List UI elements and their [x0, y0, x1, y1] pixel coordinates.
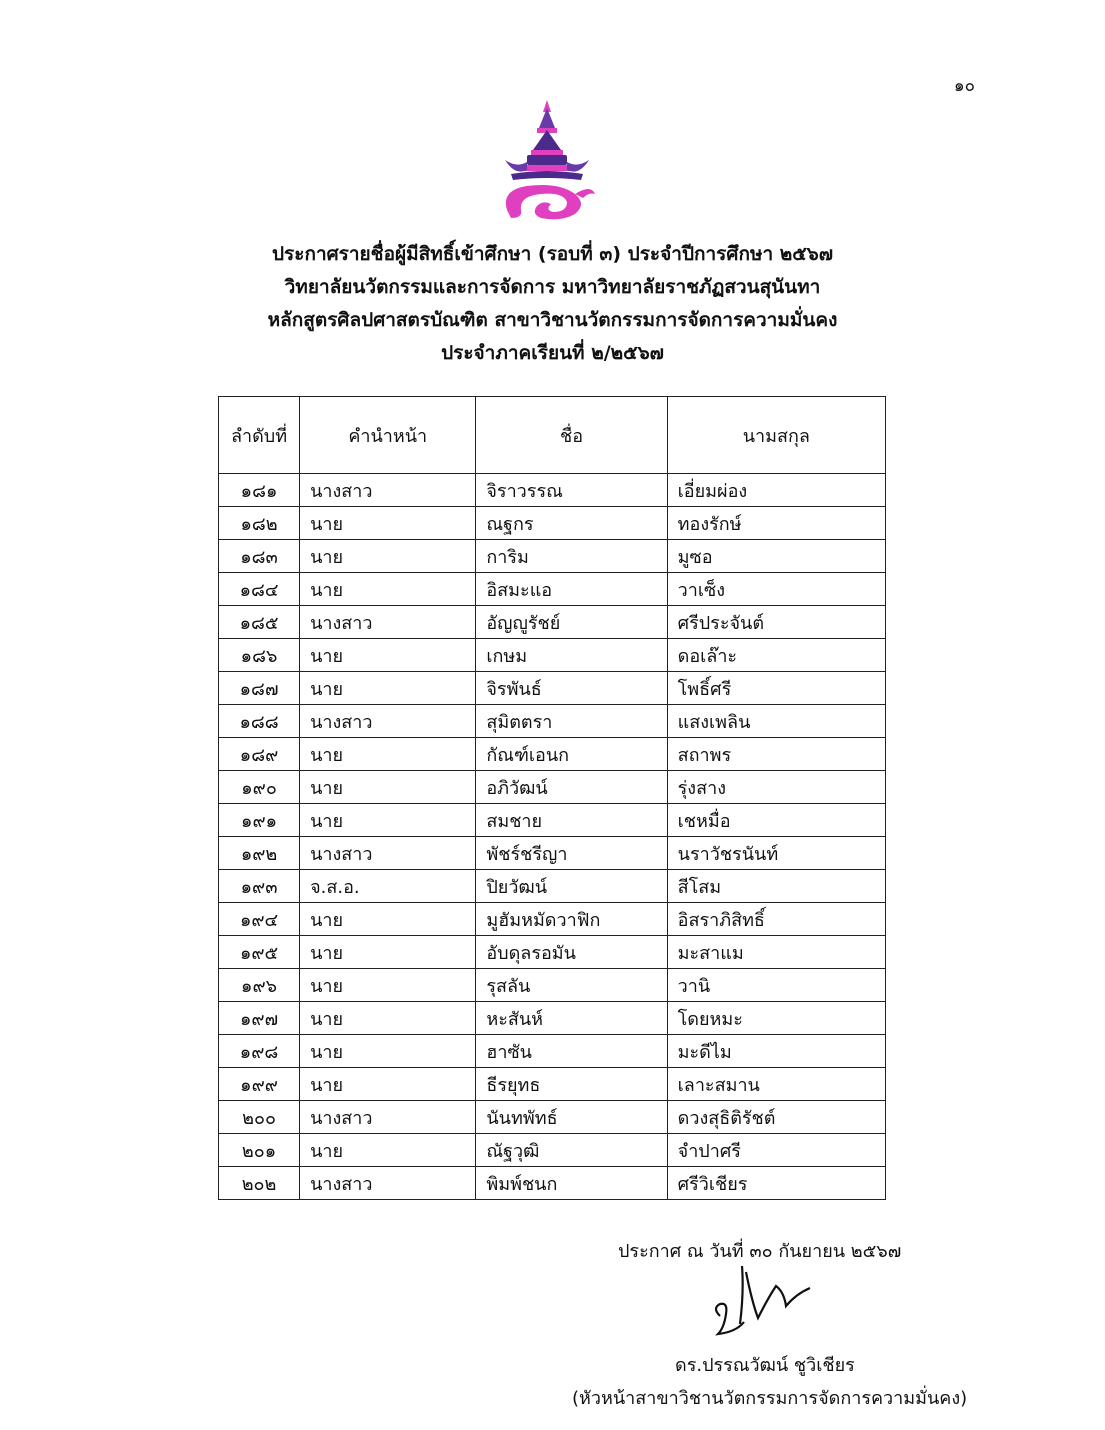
cell-title: นางสาว [300, 705, 476, 738]
cell-last-name: เลาะสมาน [667, 1068, 885, 1101]
heading-line-1: ประกาศรายชื่อผู้มีสิทธิ์เข้าศึกษา (รอบที่ ๓) ประจำปีการศึกษา ๒๕๖๗ [271, 243, 834, 265]
table-row [219, 1134, 886, 1167]
cell-first-name: สมชาย [476, 804, 667, 837]
cell-last-name: วาเซ็ง [667, 573, 885, 606]
cell-title: นาย [300, 903, 476, 936]
cell-title: นาย [300, 1068, 476, 1101]
cell-first-name: ณฐกร [476, 507, 667, 540]
table-row [219, 837, 886, 870]
cell-first-name: จิราวรรณ [476, 474, 667, 507]
cell-title: จ.ส.อ. [300, 870, 476, 903]
cell-last-name: แสงเพลิน [667, 705, 885, 738]
cell-no: ๑๙๗ [219, 1002, 300, 1035]
cell-last-name: ศรีประจันต์ [667, 606, 885, 639]
cell-no: ๑๘๑ [219, 474, 300, 507]
cell-first-name: ฮาซัน [476, 1035, 667, 1068]
cell-first-name: จิรพันธ์ [476, 672, 667, 705]
cell-no: ๑๘๘ [219, 705, 300, 738]
cell-no: ๑๙๕ [219, 936, 300, 969]
cell-last-name: สถาพร [667, 738, 885, 771]
table-header-row [219, 397, 886, 474]
table-row [219, 507, 886, 540]
cell-last-name: โพธิ์ศรี [667, 672, 885, 705]
cell-no: ๒๐๑ [219, 1134, 300, 1167]
cell-title: นางสาว [300, 1101, 476, 1134]
cell-no: ๑๙๘ [219, 1035, 300, 1068]
cell-last-name: อิสราภิสิทธิ์ [667, 903, 885, 936]
table-body [219, 474, 886, 1200]
university-emblem-icon [497, 98, 597, 226]
cell-title: นาย [300, 936, 476, 969]
cell-last-name: ดอเล๊าะ [667, 639, 885, 672]
cell-title: นาย [300, 1002, 476, 1035]
cell-title: นางสาว [300, 1167, 476, 1200]
cell-title: นาย [300, 804, 476, 837]
signer-position: (หัวหน้าสาขาวิชานวัตกรรมการจัดการความมั่นคง) [572, 1388, 968, 1409]
cell-last-name: ศรีวิเชียร [667, 1167, 885, 1200]
cell-last-name: ดวงสุธิติรัชต์ [667, 1101, 885, 1134]
cell-no: ๑๘๓ [219, 540, 300, 573]
cell-last-name: สีโสม [667, 870, 885, 903]
cell-no: ๑๙๔ [219, 903, 300, 936]
cell-first-name: อิสมะแอ [476, 573, 667, 606]
table-row [219, 1002, 886, 1035]
cell-last-name: โดยหมะ [667, 1002, 885, 1035]
cell-last-name: รุ่งสาง [667, 771, 885, 804]
heading-line-2: วิทยาลัยนวัตกรรมและการจัดการ มหาวิทยาลัยราชภัฏสวนสุนันทา [284, 276, 821, 298]
table-row [219, 1035, 886, 1068]
column-header-first-name: ชื่อ [476, 397, 667, 474]
heading-line-3: หลักสูตรศิลปศาสตรบัณฑิต สาขาวิชานวัตกรรมการจัดการความมั่นคง [267, 309, 838, 331]
table-row [219, 903, 886, 936]
cell-first-name: พัชร์ชรีญา [476, 837, 667, 870]
cell-first-name: หะสันห์ [476, 1002, 667, 1035]
cell-last-name: มูซอ [667, 540, 885, 573]
cell-title: นาย [300, 738, 476, 771]
cell-no: ๑๘๕ [219, 606, 300, 639]
cell-first-name: ปิยวัฒน์ [476, 870, 667, 903]
column-header-no: ลำดับที่ [219, 397, 300, 474]
cell-first-name: พิมพ์ชนก [476, 1167, 667, 1200]
table-row [219, 1068, 886, 1101]
table-row [219, 969, 886, 1002]
cell-last-name: วานิ [667, 969, 885, 1002]
cell-no: ๑๘๔ [219, 573, 300, 606]
cell-first-name: เกษม [476, 639, 667, 672]
cell-title: นาย [300, 1134, 476, 1167]
announcement-date: ประกาศ ณ วันที่ ๓๐ กันยายน ๒๕๖๗ [618, 1241, 902, 1262]
table-row [219, 771, 886, 804]
signature-icon [706, 1262, 816, 1342]
cell-title: นาย [300, 969, 476, 1002]
table-row [219, 804, 886, 837]
table-row [219, 474, 886, 507]
cell-no: ๑๘๙ [219, 738, 300, 771]
cell-no: ๑๙๑ [219, 804, 300, 837]
cell-no: ๑๙๙ [219, 1068, 300, 1101]
cell-first-name: การิม [476, 540, 667, 573]
page-number: ๑๐ [953, 76, 975, 96]
cell-first-name: ณัฐวุฒิ [476, 1134, 667, 1167]
cell-first-name: สุมิตตรา [476, 705, 667, 738]
cell-no: ๑๘๖ [219, 639, 300, 672]
announcement-heading [0, 238, 1105, 370]
signer-name: ดร.ปรรณวัฒน์ ชูวิเชียร [675, 1355, 855, 1376]
cell-last-name: ทองรักษ์ [667, 507, 885, 540]
cell-no: ๒๐๒ [219, 1167, 300, 1200]
cell-first-name: ธีรยุทธ [476, 1068, 667, 1101]
table-row [219, 1101, 886, 1134]
cell-last-name: จำปาศรี [667, 1134, 885, 1167]
table-row [219, 606, 886, 639]
heading-line-4: ประจำภาคเรียนที่ ๒/๒๕๖๗ [441, 342, 664, 364]
cell-last-name: เอี่ยมผ่อง [667, 474, 885, 507]
cell-last-name: นราวัชรนันท์ [667, 837, 885, 870]
cell-title: นาย [300, 771, 476, 804]
cell-no: ๑๙๒ [219, 837, 300, 870]
cell-first-name: รุสลัน [476, 969, 667, 1002]
cell-title: นาย [300, 672, 476, 705]
cell-no: ๑๙๖ [219, 969, 300, 1002]
table-row [219, 672, 886, 705]
cell-title: นางสาว [300, 606, 476, 639]
table-row [219, 639, 886, 672]
cell-title: นาย [300, 639, 476, 672]
cell-last-name: เชหมื่อ [667, 804, 885, 837]
cell-title: นาย [300, 540, 476, 573]
cell-first-name: มูฮัมหมัดวาฟิก [476, 903, 667, 936]
cell-first-name: นันทพัทธ์ [476, 1101, 667, 1134]
table-row [219, 540, 886, 573]
cell-no: ๑๘๒ [219, 507, 300, 540]
table-row [219, 738, 886, 771]
cell-first-name: กัณฑ์เอนก [476, 738, 667, 771]
cell-no: ๑๘๗ [219, 672, 300, 705]
cell-title: นางสาว [300, 474, 476, 507]
cell-no: ๑๙๐ [219, 771, 300, 804]
cell-title: นาย [300, 1035, 476, 1068]
cell-title: นาย [300, 507, 476, 540]
column-header-title: คำนำหน้า [300, 397, 476, 474]
admission-list-table [218, 396, 886, 1200]
table-row [219, 1167, 886, 1200]
table-row [219, 705, 886, 738]
cell-title: นาย [300, 573, 476, 606]
cell-first-name: อัญญูรัชย์ [476, 606, 667, 639]
cell-first-name: อภิวัฒน์ [476, 771, 667, 804]
cell-last-name: มะดีไม [667, 1035, 885, 1068]
cell-first-name: อับดุลรอมัน [476, 936, 667, 969]
column-header-last-name: นามสกุล [667, 397, 885, 474]
table-row [219, 936, 886, 969]
table-row [219, 573, 886, 606]
table-row [219, 870, 886, 903]
cell-no: ๑๙๓ [219, 870, 300, 903]
cell-last-name: มะสาแม [667, 936, 885, 969]
cell-title: นางสาว [300, 837, 476, 870]
cell-no: ๒๐๐ [219, 1101, 300, 1134]
